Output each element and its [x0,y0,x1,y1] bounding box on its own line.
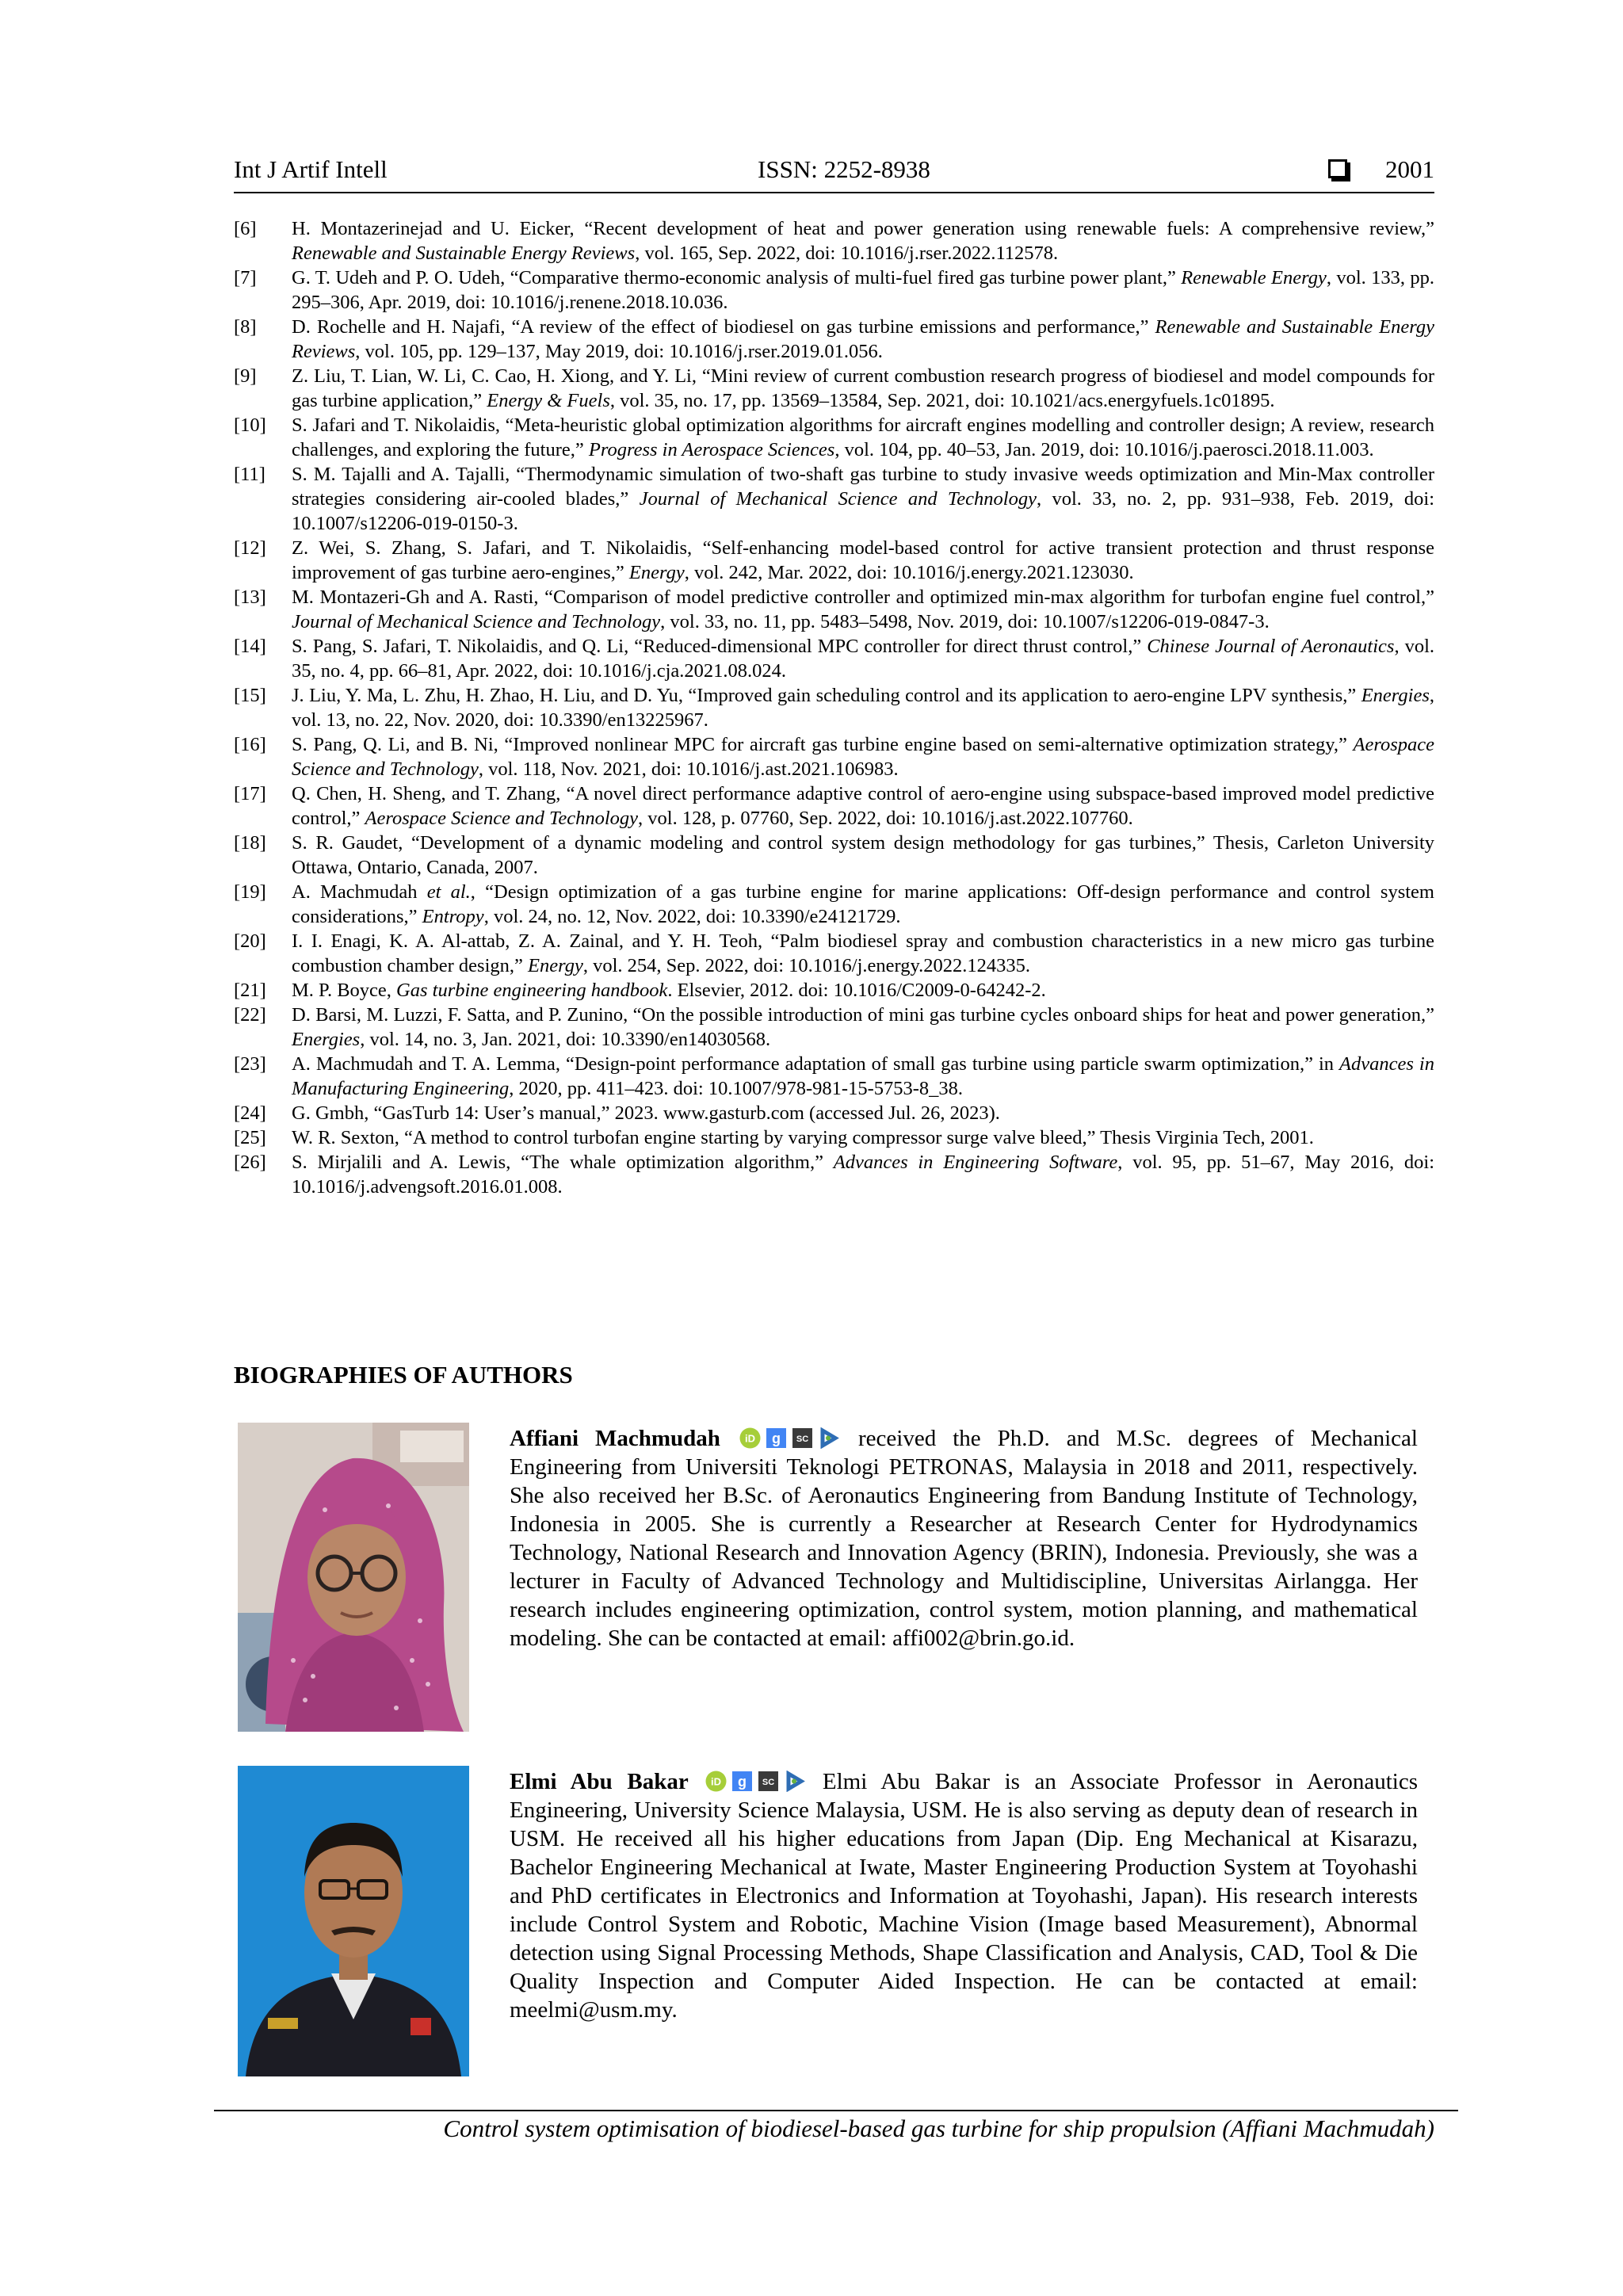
author-bio-text: Elmi Abu Bakar is an Associate Professor in Aeronautics Engineering, University Science Malaysia, USM. He is also serving as deputy dean of research in USM. He received all his higher educations from Japan (Dip. Eng Mechanical at Kisarazu, Bachelor Engineering Mechanical at Iwate, Master Engineering Production System at Toyohashi and PhD certificates in Electronics and Information at Toyohashi, Japan). His research interests include Control System and Robotic, Machine Vision (Image based Measurement), Abnormal detection using Signal Processing Methods, Shape Classification and Analysis, CAD, Tool & Die Quality Inspection and Computer Aided Inspection. He can be contacted at email: meelmi@usm.my. [510,1769,1419,2023]
reference-source: Chinese Journal of Aeronautics [1147,636,1395,657]
publons-icon[interactable] [784,1771,805,1792]
reference-item [234,413,1434,462]
reference-number: [21] [234,980,266,1001]
reference-text: Q. Chen, H. Sheng, and T. Zhang, “A novel direct performance adaptive control of aero-engine using subspace-based improved model predictive control,” [292,783,1434,829]
reference-text: , vol. 165, Sep. 2022, doi: 10.1016/j.rser.2022.112578. [635,243,1059,264]
reference-item [234,1052,1434,1101]
reference-text: S. Pang, S. Jafari, T. Nikolaidis, and Q. Li, “Reduced-dimensional MPC controller for direct thrust control,” [292,636,1148,657]
reference-text: . Elsevier, 2012. doi: 10.1016/C2009-0-64242-2. [667,980,1046,1001]
reference-item [234,364,1434,413]
reference-item [234,929,1434,978]
reference-text: Z. Liu, T. Lian, W. Li, C. Cao, H. Xiong, and Y. Li, “Mini review of current combustion research progress of biodiesel and model compounds for gas turbine application,” [292,365,1434,411]
reference-source: Energy [628,562,685,583]
reference-number: [11] [234,464,265,485]
reference-item [234,266,1434,315]
author-bio-machmudah [510,1424,1418,1652]
reference-item [234,1125,1434,1150]
reference-number: [7] [234,267,257,288]
footer-rule [214,2110,1458,2111]
reference-item [234,462,1434,536]
publons-icon[interactable] [818,1427,839,1449]
reference-item [234,732,1434,781]
reference-source: Renewable and Sustainable Energy Reviews [292,243,636,264]
reference-source: Advances in Engineering Software [833,1152,1118,1173]
reference-item [234,683,1434,732]
reference-item [234,536,1434,585]
reference-text: , vol. 133, pp. 295–306, Apr. 2019, doi: 10.1016/j.renene.2018.10.036. [292,267,1434,313]
reference-number: [26] [234,1152,266,1173]
reference-source: Energy & Fuels [487,390,610,411]
reference-number: [12] [234,537,266,559]
reference-source: Energy [528,955,583,976]
checkbox-square-icon [1328,159,1347,178]
author-bio-text: received the Ph.D. and M.Sc. degrees of Mechanical Engineering from Universiti Teknologi PETRONAS, Malaysia in 2018 and 2011, respectively. She also received her B.Sc. of Aeronautics Engineering from Bandung Institute of Technology, Indonesia in 2005. She is currently a Researcher at Research Center for Hydrodynamics Technology, National Research and Innovation Agency (BRIN), Indonesia. Previously, she was a lecturer in Faculty of Advanced Technology and Multidiscipline, Universitas Airlangga. Her research includes engineering optimization, control system, motion planning, and mathematical modeling. She can be contacted at email: affi002@brin.go.id. [510,1426,1418,1651]
reference-source: Energies [292,1029,361,1050]
reference-source: Advances in Manufacturing Engineering [292,1053,1434,1099]
reference-source: Journal of Mechanical Science and Technology [292,611,661,632]
google-scholar-icon[interactable] [731,1771,753,1792]
reference-text: , vol. 104, pp. 40–53, Jan. 2019, doi: 10.1016/j.paerosci.2018.11.003. [834,439,1374,460]
reference-number: [9] [234,365,257,387]
reference-source: Aerospace Science and Technology [292,734,1434,780]
reference-number: [14] [234,636,266,657]
reference-text: , 2020, pp. 411–423. doi: 10.1007/978-981-15-5753-8_38. [509,1078,964,1099]
reference-number: [24] [234,1102,266,1124]
reference-number: [18] [234,832,266,854]
reference-item [234,781,1434,831]
reference-text: S. M. Tajalli and A. Tajalli, “Thermodynamic simulation of two-shaft gas turbine to study invasive weeds optimization and Min-Max controller strategies considering air-cooled blades,” [292,464,1434,510]
reference-text: S. Pang, Q. Li, and B. Ni, “Improved nonlinear MPC for aircraft gas turbine engine based on semi-alternative optimization strategy,” [292,734,1354,755]
reference-text: M. Montazeri-Gh and A. Rasti, “Comparison of model predictive controller and optimized min-max algorithm for turbofan engine fuel control,” [292,586,1434,608]
reference-text: S. Jafari and T. Nikolaidis, “Meta-heuristic global optimization algorithms for aircraft engines modelling and controller design; A review, research challenges, and exploring the future,” [292,415,1434,460]
reference-number: [15] [234,685,266,706]
reference-text: , vol. 33, no. 11, pp. 5483–5498, Nov. 2019, doi: 10.1007/s12206-019-0847-3. [660,611,1270,632]
reference-number: [8] [234,316,257,338]
reference-item [234,634,1434,683]
reference-text: , vol. 35, no. 17, pp. 13569–13584, Sep. 2021, doi: 10.1021/acs.energyfuels.1c01895. [609,390,1275,411]
reference-text: Z. Wei, S. Zhang, S. Jafari, and T. Nikolaidis, “Self-enhancing model-based control for active transient protection and thrust response improvement of gas turbine aero-engines,” [292,537,1434,583]
reference-source: Renewable and Sustainable Energy Reviews [292,316,1434,362]
reference-number: [25] [234,1127,266,1148]
svg-text:iD: iD [744,1432,755,1445]
orcid-icon[interactable] [705,1771,727,1792]
reference-text: W. R. Sexton, “A method to control turbofan engine starting by varying compressor surge valve bleed,” Thesis Virginia Tech, 2001. [292,1127,1314,1148]
reference-text: H. Montazerinejad and U. Eicker, “Recent development of heat and power generation using renewable fuels: A comprehensive review,” [292,218,1434,239]
author-name: Affiani Machmudah [510,1426,720,1451]
reference-item [234,880,1434,929]
svg-text:SC: SC [762,1777,775,1787]
reference-list [234,216,1434,1199]
reference-item [234,978,1434,1003]
reference-text: , vol. 33, no. 2, pp. 931–938, Feb. 2019, doi: 10.1007/s12206-019-0150-3. [292,488,1435,534]
author-name: Elmi Abu Bakar [510,1769,689,1794]
reference-number: [22] [234,1004,266,1026]
reference-text: A. Machmudah [292,881,427,903]
reference-source: Aerospace Science and Technology [365,808,639,829]
reference-source: Entropy [422,906,484,927]
author-bio-abu-bakar [510,1767,1418,2024]
reference-item [234,1101,1434,1125]
reference-number: [6] [234,218,257,239]
reference-item [234,315,1434,364]
reference-text: S. R. Gaudet, “Development of a dynamic modeling and control system design methodology for gas turbines,” Thesis, Carleton University Ottawa, Ontario, Canada, 2007. [292,832,1434,878]
reference-text: A. Machmudah and T. A. Lemma, “Design-point performance adaptation of small gas turbine using particle swarm optimization,” in [292,1053,1340,1075]
running-title: Control system optimisation of biodiesel-based gas turbine for ship propulsion (Affiani Machmudah) [443,2115,1434,2142]
reference-source: Gas turbine engineering handbook [396,980,668,1001]
biographies-heading: BIOGRAPHIES OF AUTHORS [234,1361,573,1389]
reference-text: J. Liu, Y. Ma, L. Zhu, H. Zhao, H. Liu, and D. Yu, “Improved gain scheduling control and its application to aero-engine LPV synthesis,” [292,685,1361,706]
reference-text: , vol. 14, no. 3, Jan. 2021, doi: 10.3390/en14030568. [360,1029,771,1050]
reference-item [234,1003,1434,1052]
reference-source: Renewable Energy [1181,267,1327,288]
reference-number: [16] [234,734,266,755]
reference-text: D. Rochelle and H. Najafi, “A review of the effect of biodiesel on gas turbine emissions and performance,” [292,316,1155,338]
issn: ISSN: 2252-8938 [758,155,930,183]
reference-item [234,831,1434,880]
reference-number: [17] [234,783,266,804]
reference-text: G. T. Udeh and P. O. Udeh, “Comparative thermo-economic analysis of multi-fuel fired gas turbine power plant,” [292,267,1182,288]
reference-source: Energies [1361,685,1430,706]
reference-text: S. Mirjalili and A. Lewis, “The whale optimization algorithm,” [292,1152,834,1173]
reference-text: , vol. 105, pp. 129–137, May 2019, doi: 10.1016/j.rser.2019.01.056. [355,341,883,362]
page-number: 2001 [1385,155,1434,183]
reference-text: , vol. 254, Sep. 2022, doi: 10.1016/j.energy.2022.124335. [582,955,1031,976]
reference-text: M. P. Boyce, [292,980,397,1001]
reference-number: [19] [234,881,266,903]
reference-text: , “Design optimization of a gas turbine engine for marine applications: Off-design performance and control system considerations,” [292,881,1434,927]
reference-item [234,216,1434,266]
reference-source: Journal of Mechanical Science and Technology [639,488,1037,510]
google-scholar-icon[interactable] [766,1427,787,1449]
journal-name: Int J Artif Intell [234,155,388,183]
reference-text: , vol. 242, Mar. 2022, doi: 10.1016/j.energy.2021.123030. [684,562,1134,583]
reference-text: , vol. 24, no. 12, Nov. 2022, doi: 10.3390/e24121729. [483,906,901,927]
svg-text:g: g [771,1430,781,1446]
orcid-icon[interactable] [739,1427,761,1449]
reference-text: D. Barsi, M. Luzzi, F. Satta, and P. Zunino, “On the possible introduction of mini gas turbine cycles onboard ships for heat and power generation,” [292,1004,1434,1026]
reference-text: I. I. Enagi, K. A. Al-attab, Z. A. Zainal, and Y. H. Teoh, “Palm biodiesel spray and combustion characteristics in a new micro gas turbine combustion chamber design,” [292,930,1434,976]
reference-source: et al. [426,881,471,903]
reference-number: [10] [234,415,266,436]
reference-source: Progress in Aerospace Sciences [588,439,835,460]
reference-number: [23] [234,1053,266,1075]
svg-text:iD: iD [711,1775,722,1788]
svg-text:g: g [738,1773,747,1790]
reference-text: G. Gmbh, “GasTurb 14: User’s manual,” 2023. www.gasturb.com (accessed Jul. 26, 2023). [292,1102,1000,1124]
scopus-icon[interactable] [758,1771,779,1792]
author-photo-machmudah [238,1423,469,1732]
reference-number: [20] [234,930,266,952]
reference-item [234,1150,1434,1199]
reference-number: [13] [234,586,266,608]
author-photo-abu-bakar [238,1766,469,2076]
reference-text: , vol. 95, pp. 51–67, May 2016, doi: 10.1016/j.advengsoft.2016.01.008. [292,1152,1435,1198]
reference-text: , vol. 13, no. 22, Nov. 2020, doi: 10.3390/en13225967. [292,685,1434,731]
scopus-icon[interactable] [792,1427,813,1449]
reference-text: , vol. 128, p. 07760, Sep. 2022, doi: 10.1016/j.ast.2022.107760. [638,808,1133,829]
reference-item [234,585,1434,634]
page-header [234,155,1434,193]
reference-text: , vol. 35, no. 4, pp. 66–81, Apr. 2022, doi: 10.1016/j.cja.2021.08.024. [292,636,1435,682]
svg-text:SC: SC [796,1434,809,1444]
reference-text: , vol. 118, Nov. 2021, doi: 10.1016/j.ast.2021.106983. [478,758,899,780]
